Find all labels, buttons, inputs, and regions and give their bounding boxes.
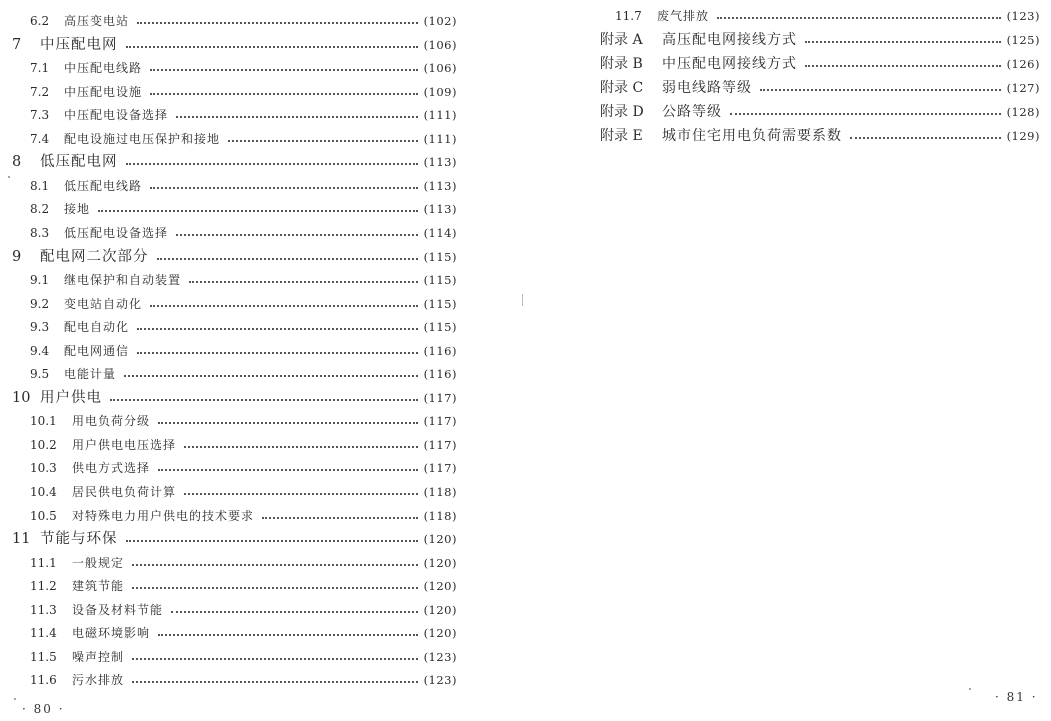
dot-leader <box>137 22 418 24</box>
toc-title: 用户供电电压选择 <box>72 437 177 452</box>
dot-leader <box>132 681 418 683</box>
toc-number: 10.4 <box>30 485 57 499</box>
toc-chapter-entry <box>12 154 457 170</box>
toc-number: 10.3 <box>30 461 57 476</box>
dot-leader <box>176 234 418 236</box>
toc-number: 附录 D <box>600 104 644 120</box>
toc-title: 低压配电网 <box>40 154 118 171</box>
toc-number: 7.2 <box>30 84 50 99</box>
toc-number: 9.2 <box>30 296 50 311</box>
toc-section-entry <box>30 344 457 358</box>
toc-section-entry <box>30 461 457 475</box>
toc-page-number: (111) <box>423 108 457 123</box>
scan-speck <box>14 698 16 700</box>
dot-leader <box>171 611 418 613</box>
page-number-left: · 80 · <box>22 702 65 716</box>
toc-section-entry <box>30 509 457 523</box>
toc-number: 附录 B <box>600 56 643 72</box>
toc-page-number: (123) <box>423 673 457 688</box>
toc-number: 7.3 <box>30 108 50 123</box>
toc-number: 11.7 <box>615 9 642 23</box>
dot-leader <box>124 375 418 377</box>
toc-title: 配电网二次部分 <box>40 248 149 265</box>
dot-leader <box>132 564 418 566</box>
toc-page-number: (123) <box>423 649 457 664</box>
toc-appendix-entry <box>600 80 1040 96</box>
toc-section-entry <box>30 108 457 122</box>
dot-leader <box>176 116 418 118</box>
toc-section-entry <box>30 202 457 216</box>
toc-number: 附录 E <box>600 128 643 144</box>
dot-leader <box>158 469 418 471</box>
dot-leader <box>262 517 418 519</box>
toc-title: 供电方式选择 <box>72 461 151 476</box>
toc-number: 7.4 <box>30 131 50 146</box>
page-number-right: · 81 · <box>995 690 1038 704</box>
dot-leader <box>126 163 418 165</box>
toc-number: 8.3 <box>30 225 50 240</box>
toc-appendix-entry <box>600 56 1040 72</box>
toc-chapter-entry <box>12 531 457 547</box>
dot-leader <box>137 352 418 354</box>
toc-title: 节能与环保 <box>40 531 118 548</box>
dot-leader <box>150 305 418 307</box>
toc-title: 高压变电站 <box>64 14 130 28</box>
toc-page-number: (115) <box>423 320 457 335</box>
toc-page-number: (120) <box>423 602 457 617</box>
toc-title: 中压配电线路 <box>64 61 143 76</box>
toc-page-number: (129) <box>1006 129 1040 143</box>
toc-number: 11.2 <box>30 579 57 594</box>
toc-chapter-entry <box>12 37 457 53</box>
toc-page-number: (118) <box>423 485 457 499</box>
dot-leader <box>110 399 418 401</box>
toc-title: 建筑节能 <box>72 579 125 594</box>
toc-section-entry <box>30 485 457 499</box>
toc-title: 城市住宅用电负荷需要系数 <box>662 128 842 144</box>
dot-leader <box>132 587 418 589</box>
toc-chapter-entry <box>12 249 457 265</box>
toc-page-number: (115) <box>423 249 457 264</box>
toc-title: 污水排放 <box>72 673 125 688</box>
toc-page-number: (118) <box>423 508 457 523</box>
toc-number: 7.1 <box>30 61 50 76</box>
toc-title: 低压配电设备选择 <box>64 225 169 240</box>
toc-title: 变电站自动化 <box>64 296 143 311</box>
toc-number: 9.4 <box>30 343 50 358</box>
toc-page-number: (106) <box>423 61 457 76</box>
toc-page-number: (106) <box>423 37 457 52</box>
toc-appendix-entry <box>600 128 1040 144</box>
toc-section-entry <box>30 297 457 311</box>
toc-number: 11.1 <box>30 555 57 570</box>
toc-number: 附录 C <box>600 80 644 96</box>
toc-appendix-entry <box>600 32 1040 48</box>
toc-number: 11 <box>12 531 31 548</box>
toc-section-entry <box>615 9 1040 23</box>
toc-page-number: (113) <box>423 178 457 193</box>
toc-section-entry <box>30 603 457 617</box>
toc-title: 公路等级 <box>662 104 722 120</box>
toc-title: 中压配电网 <box>40 36 118 53</box>
toc-section-entry <box>30 414 457 428</box>
dot-leader <box>850 137 1001 139</box>
toc-page-number: (128) <box>1006 105 1040 119</box>
dot-leader <box>137 328 418 330</box>
toc-title: 噪声控制 <box>72 649 125 664</box>
toc-title: 中压配电设备选择 <box>64 108 169 123</box>
toc-page-number: (120) <box>423 626 457 641</box>
toc-section-entry <box>30 626 457 640</box>
toc-page-number: (109) <box>423 84 457 99</box>
dot-leader <box>126 540 418 542</box>
toc-section-entry <box>30 579 457 593</box>
toc-title: 配电设施过电压保护和接地 <box>64 131 221 146</box>
dot-leader <box>150 69 418 71</box>
dot-leader <box>760 89 1001 91</box>
toc-section-entry <box>30 673 457 687</box>
dot-leader <box>189 281 418 283</box>
toc-page-number: (116) <box>423 343 457 358</box>
toc-page-number: (115) <box>423 273 457 288</box>
scan-mark <box>522 294 523 306</box>
toc-chapter-entry <box>12 390 457 406</box>
toc-title: 中压配电网接线方式 <box>662 56 797 72</box>
dot-leader <box>730 113 1001 115</box>
toc-number: 附录 A <box>600 32 643 48</box>
toc-number: 10 <box>12 389 31 406</box>
dot-leader <box>132 658 418 660</box>
dot-leader <box>126 46 418 48</box>
toc-title: 配电自动化 <box>64 320 130 335</box>
toc-page-number: (113) <box>423 155 457 170</box>
toc-page-number: (116) <box>423 367 457 382</box>
dot-leader <box>158 634 418 636</box>
toc-page-number: (120) <box>423 579 457 594</box>
toc-number: 10.5 <box>30 508 57 523</box>
dot-leader <box>228 140 418 142</box>
toc-section-entry <box>30 320 457 334</box>
scan-speck <box>969 688 971 690</box>
toc-section-entry <box>30 226 457 240</box>
dot-leader <box>184 446 418 448</box>
toc-number: 9.1 <box>30 273 50 288</box>
toc-page-number: (123) <box>1006 9 1040 23</box>
toc-section-entry <box>30 85 457 99</box>
toc-title: 废气排放 <box>657 9 710 23</box>
dot-leader <box>157 258 418 260</box>
toc-title: 接地 <box>64 202 91 217</box>
dot-leader <box>98 210 418 212</box>
toc-title: 高压配电网接线方式 <box>662 32 797 48</box>
toc-number: 6.2 <box>30 14 50 28</box>
dot-leader <box>150 187 418 189</box>
toc-title: 对特殊电力用户供电的技术要求 <box>72 508 255 523</box>
toc-number: 11.5 <box>30 649 57 664</box>
toc-title: 设备及材料节能 <box>72 602 164 617</box>
dot-leader <box>805 65 1001 67</box>
toc-section-entry <box>30 273 457 287</box>
left-page <box>0 0 525 721</box>
toc-section-entry <box>30 61 457 75</box>
toc-number: 11.3 <box>30 602 57 617</box>
dot-leader <box>184 493 418 495</box>
toc-number: 8 <box>12 154 22 171</box>
dot-leader <box>150 93 418 95</box>
toc-page-number: (117) <box>423 437 457 452</box>
toc-number: 7 <box>12 36 22 53</box>
toc-number: 10.2 <box>30 437 57 452</box>
scan-speck <box>8 176 10 178</box>
toc-title: 用户供电 <box>40 389 102 406</box>
toc-number: 9 <box>12 248 22 265</box>
toc-page-number: (111) <box>423 131 457 146</box>
toc-page-number: (125) <box>1006 33 1040 47</box>
toc-section-entry <box>30 438 457 452</box>
toc-section-entry <box>30 179 457 193</box>
toc-appendix-entry <box>600 104 1040 120</box>
toc-title: 弱电线路等级 <box>662 80 752 96</box>
toc-number: 11.4 <box>30 626 57 641</box>
toc-number: 8.2 <box>30 202 50 217</box>
toc-section-entry <box>30 14 457 28</box>
toc-section-entry <box>30 650 457 664</box>
toc-title: 居民供电负荷计算 <box>72 485 177 499</box>
toc-title: 中压配电设施 <box>64 84 143 99</box>
toc-title: 用电负荷分级 <box>72 414 151 429</box>
toc-page-number: (117) <box>423 461 457 476</box>
toc-page-number: (114) <box>423 225 457 240</box>
toc-page-number: (117) <box>423 390 457 405</box>
toc-title: 配电网通信 <box>64 343 130 358</box>
toc-page-number: (126) <box>1006 57 1040 71</box>
toc-number: 9.5 <box>30 367 50 382</box>
toc-number: 9.3 <box>30 320 50 335</box>
dot-leader <box>158 422 418 424</box>
toc-number: 8.1 <box>30 178 50 193</box>
toc-title: 一般规定 <box>72 555 125 570</box>
right-page <box>525 0 1051 721</box>
toc-page-number: (127) <box>1006 81 1040 95</box>
toc-page-number: (117) <box>423 414 457 429</box>
toc-section-entry <box>30 367 457 381</box>
dot-leader <box>805 41 1001 43</box>
dot-leader <box>717 17 1001 19</box>
toc-number: 11.6 <box>30 673 57 688</box>
toc-page-number: (113) <box>423 202 457 217</box>
toc-page-number: (115) <box>423 296 457 311</box>
toc-title: 继电保护和自动装置 <box>64 273 182 288</box>
toc-page-number: (102) <box>423 14 457 28</box>
toc-page-number: (120) <box>423 555 457 570</box>
toc-page-number: (120) <box>423 532 457 547</box>
toc-title: 电能计量 <box>64 367 117 382</box>
toc-title: 电磁环境影响 <box>72 626 151 641</box>
toc-title: 低压配电线路 <box>64 178 143 193</box>
toc-number: 10.1 <box>30 414 57 429</box>
toc-section-entry <box>30 556 457 570</box>
toc-section-entry <box>30 132 457 146</box>
